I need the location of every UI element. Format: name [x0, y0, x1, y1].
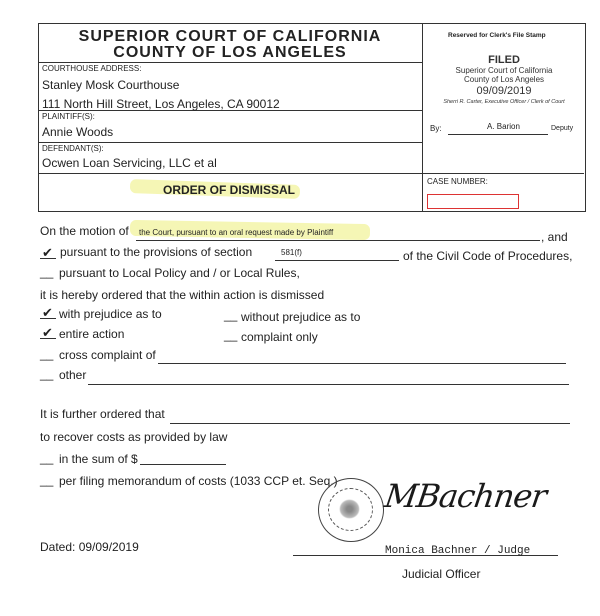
blank-mark[interactable]: __ — [40, 347, 54, 361]
check-mark-icon[interactable]: ✔ — [42, 325, 53, 340]
deputy-label: Deputy — [551, 125, 574, 132]
court-seal-core — [339, 499, 360, 519]
blank-mark[interactable]: __ — [40, 265, 54, 279]
motion-by-text: the Court, pursuant to an oral request made by Plaintiff — [139, 228, 334, 237]
section-value: 581(f) — [281, 248, 302, 257]
per-filing-label: per filing memorandum of costs (1033 CCP et. Seq.) — [59, 474, 338, 488]
on-motion-label: On the motion of — [40, 224, 129, 238]
filed-label: FILED — [488, 54, 520, 66]
stamp-court: Superior Court of California — [455, 66, 553, 75]
dismissed-text: it is hereby ordered that the within action is dismissed — [40, 288, 325, 302]
check-mark-icon[interactable]: ✔ — [42, 245, 53, 260]
motion-line — [136, 240, 540, 241]
sum-of-label: in the sum of $ — [59, 452, 138, 466]
other-line — [88, 384, 569, 385]
defendant-name: Ocwen Loan Servicing, LLC et al — [42, 156, 217, 170]
court-seal — [318, 478, 384, 542]
civil-code-text: of the Civil Code of Procedures, — [403, 249, 573, 263]
courthouse-name: Stanley Mosk Courthouse — [42, 78, 180, 92]
other-label: other — [59, 368, 87, 382]
further-ordered-line — [170, 423, 570, 424]
court-name: SUPERIOR COURT OF CALIFORNIA — [78, 28, 382, 45]
without-prejudice-label: without prejudice as to — [241, 310, 361, 324]
complaint-only-label: complaint only — [241, 330, 318, 344]
courthouse-label: COURTHOUSE ADDRESS: — [42, 64, 142, 73]
by-label: By: — [430, 124, 442, 133]
pursuant-section-label: pursuant to the provisions of section — [60, 245, 253, 259]
further-ordered-label: It is further ordered that — [40, 407, 165, 421]
by-line — [448, 134, 548, 135]
court-county: COUNTY OF LOS ANGELES — [113, 44, 347, 61]
judge-name: Monica Bachner / Judge — [385, 545, 531, 557]
dated-text: Dated: 09/09/2019 — [40, 540, 139, 554]
document-title: ORDER OF DISMISSAL — [163, 183, 296, 197]
blank-mark[interactable]: __ — [224, 328, 238, 342]
cross-complaint-label: cross complaint of — [59, 348, 156, 362]
with-prejudice-label: with prejudice as to — [59, 307, 162, 321]
recover-costs-label: to recover costs as provided by law — [40, 430, 228, 444]
filed-stamp — [425, 54, 583, 105]
check-mark-icon[interactable]: ✔ — [42, 305, 53, 320]
defendant-label: DEFENDANT(S): — [42, 144, 104, 153]
entire-action-label: entire action — [59, 327, 125, 341]
deputy-name: A. Barion — [487, 122, 520, 131]
section-line — [275, 260, 399, 261]
check-blank — [40, 258, 56, 259]
case-number-label: CASE NUMBER: — [427, 177, 488, 186]
filed-date: 09/09/2019 — [476, 85, 532, 97]
courthouse-address: 111 North Hill Street, Los Angeles, CA 90012 — [42, 97, 280, 111]
judge-signature: MBachner — [382, 477, 549, 515]
check-blank — [40, 338, 56, 339]
blank-mark[interactable]: __ — [40, 451, 54, 465]
blank-mark[interactable]: __ — [40, 367, 54, 381]
sum-line — [140, 464, 226, 465]
cross-complaint-line — [158, 363, 566, 364]
plaintiff-label: PLAINTIFF(S): — [42, 112, 95, 121]
row-rule — [38, 142, 422, 143]
local-policy-label: pursuant to Local Policy and / or Local Rules, — [59, 266, 300, 280]
blank-mark[interactable]: __ — [40, 473, 54, 487]
plaintiff-name: Annie Woods — [42, 125, 114, 139]
stamp-county: County of Los Angeles — [463, 75, 545, 84]
judicial-officer-label: Judicial Officer — [402, 567, 481, 581]
header-divider — [422, 23, 423, 211]
and-text: , and — [541, 230, 568, 244]
row-rule — [38, 173, 584, 174]
clerk-officer: Sherri R. Carter, Executive Officer / Clerk of Court — [443, 99, 565, 105]
case-number-field[interactable] — [427, 194, 519, 209]
row-rule — [38, 62, 422, 63]
check-blank — [40, 318, 56, 319]
clerk-stamp-header: Reserved for Clerk's File Stamp — [448, 32, 546, 39]
blank-mark[interactable]: __ — [224, 308, 238, 322]
